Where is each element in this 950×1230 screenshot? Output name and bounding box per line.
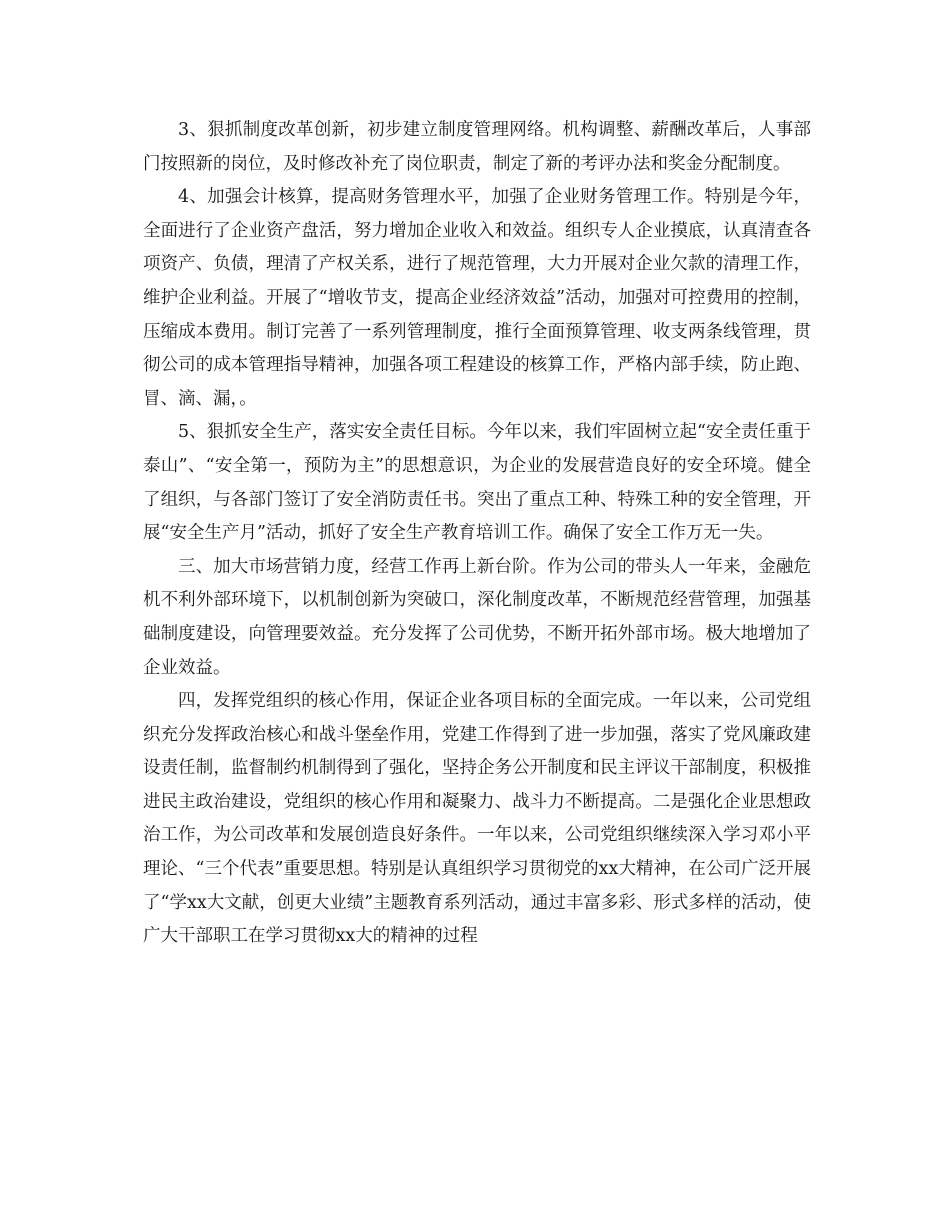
paragraph-accounting: 4、加强会计核算，提高财务管理水平，加强了企业财务管理工作。特别是今年，全面进行了企业资产盘活，努力增加企业收入和效益。组织专人企业摸底，认真清查各项资产、负债，理清了产权关系，进行了规范管理，大力开展对企业欠款的清理工作，维护企业利益。开展了“增收节支，提高企业经济效益”活动，加强对可控费用的控制，压缩成本费用。制订完善了一系列管理制度，推行全面预算管理、收支两条线管理，贯彻公司的成本管理指导精神，加强各项工程建设的核算工作，严格内部手续，防止跑、冒、滴、漏，。 [143,187,811,409]
paragraph-safety: 5、狠抓安全生产，落实安全责任目标。今年以来，我们牢固树立起“安全责任重于泰山”、“安全第一，预防为主”的思想意识，为企业的发展营造良好的安全环境。健全了组织，与各部门签订了安全消防责任书。突出了重点工种、特殊工种的安全管理，开展“安全生产月”活动，抓好了安全生产教育培训工作。确保了安全工作万无一失。 [143,422,811,544]
paragraph-institution-reform: 3、狠抓制度改革创新，初步建立制度管理网络。机构调整、薪酬改革后，人事部门按照新的岗位，及时修改补充了岗位职责，制定了新的考评办法和奖金分配制度。 [143,120,811,174]
paragraph-party-organization: 四，发挥党组织的核心作用，保证企业各项目标的全面完成。一年以来，公司党组织充分发挥政治核心和战斗堡垒作用，党建工作得到了进一步加强，落实了党风廉政建设责任制，监督制约机制得到了强化，坚持企务公开制度和民主评议干部制度，积极推进民主政治建设，党组织的核心作用和凝聚力、战斗力不断提高。二是强化企业思想政治工作，为公司改革和发展创造良好条件。一年以来，公司党组织继续深入学习邓小平理论、“三个代表”重要思想。特别是认真组织学习贯彻党的xx大精神，在公司广泛开展了“学xx大文献，创更大业绩”主题教育系列活动，通过丰富多彩、形式多样的活动，使广大干部职工在学习贯彻xx大的精神的过程 [143,691,811,947]
paragraph-marketing: 三、加大市场营销力度，经营工作再上新台阶。作为公司的带头人一年来，金融危机不利外部环境下，以机制创新为突破口，深化制度改革，不断规范经营管理，加强基础制度建设，向管理要效益。充分发挥了公司优势，不断开拓外部市场。极大地增加了企业效益。 [143,556,811,678]
document-body [143,114,811,954]
